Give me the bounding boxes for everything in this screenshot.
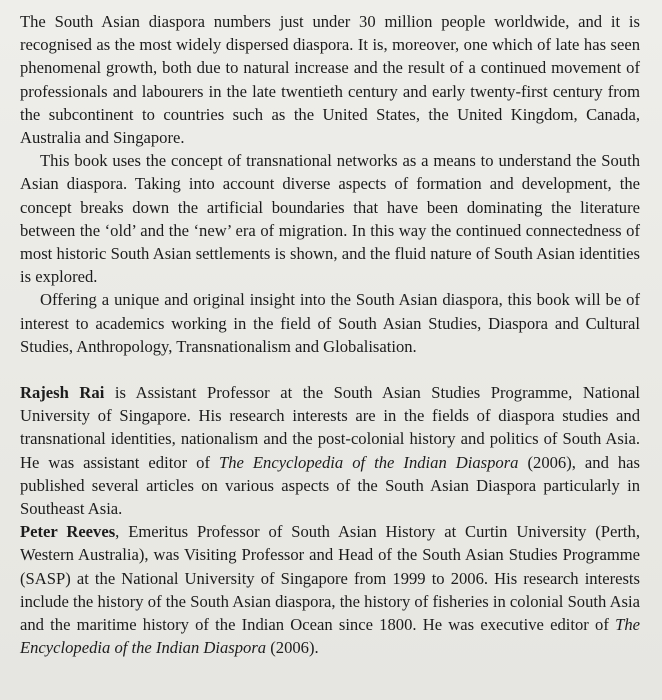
book-description xyxy=(20,10,640,358)
author-bio-reeves xyxy=(20,520,640,659)
author-bio-text: (2006). xyxy=(266,638,319,658)
description-paragraph: This book uses the concept of transnational networks as a means to understand the South Asian diaspora. Taking into account diverse aspects of formation and development, the concept breaks down the artificial boundaries that have been dominating the literature between the ‘old’ and the ‘new’ era of migration. In this way the continued connectedness of most historic South Asian settlements is shown, and the fluid nature of South Asian identities is explored. xyxy=(20,151,640,287)
author-bio-text: , Emeritus Professor of South Asian History at Curtin University (Perth, Western Australia), was Visiting Professor and Head of the South Asian Studies Programme (SASP) at the National University of Singapore from 1999 to 2006. His research interests include the history of the South Asian diaspora, the history of fisheries in colonial South Asia and the maritime history of the Indian Ocean since 1800. He was executive editor of xyxy=(20,522,640,635)
author-bio-rai xyxy=(20,381,640,520)
author-biographies xyxy=(20,381,640,659)
author-name: Rajesh Rai xyxy=(20,383,105,403)
description-paragraph: The South Asian diaspora numbers just under 30 million people worldwide, and it is recognised as the most widely dispersed diaspora. It is, moreover, one which of late has seen phenomenal growth, both due to natural increase and the result of a continued movement of professionals and labourers in the late twentieth century and early twenty-first century from the subcontinent to countries such as the United States, the United Kingdom, Canada, Australia and Singapore. xyxy=(20,12,640,148)
book-title: The Encyclopedia of the Indian Diaspora xyxy=(219,452,519,472)
author-name: Peter Reeves xyxy=(20,522,116,542)
book-title: The Encyclopedia of the Indian Diaspora xyxy=(20,615,640,658)
description-paragraph: Offering a unique and original insight into the South Asian diaspora, this book will be of interest to academics working in the field of South Asian Studies, Diaspora and Cultural Studies, Anthropology, Transnationalism and Globalisation. xyxy=(20,290,640,356)
author-bio-text: is Assistant Professor at the South Asian Studies Programme, National University of Singapore. His research interests are in the fields of diaspora studies and transnational identities, nationalism and the post-colonial history and politics of South Asia. He was assistant editor of xyxy=(20,383,641,472)
author-bio-text: (2006), and has published several articles on various aspects of the South Asian Diaspora particularly in Southeast Asia. xyxy=(20,452,640,519)
